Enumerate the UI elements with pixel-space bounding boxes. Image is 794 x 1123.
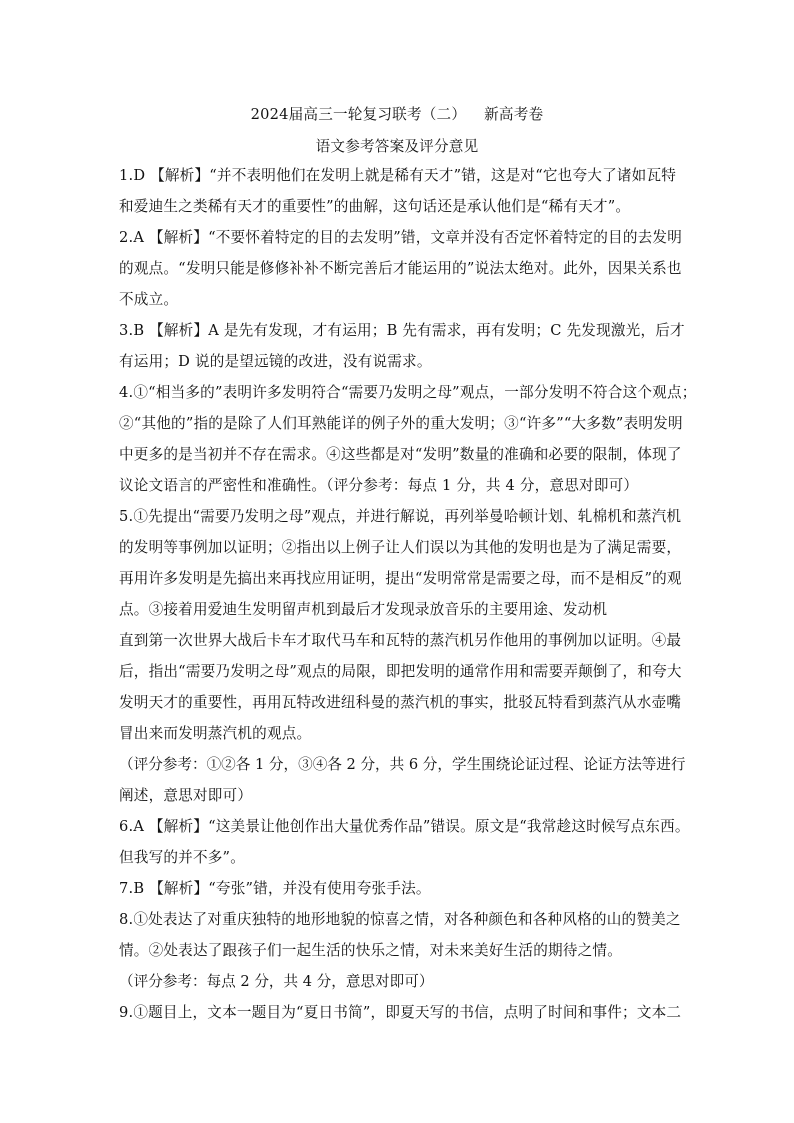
text-line: 后，指出“需要乃发明之母”观点的局限，即把发明的通常作用和需要弄颠倒了，和夸大	[119, 663, 682, 680]
text-line: （评分参考：①②各 1 分，③④各 2 分，共 6 分，学生围绕论证过程、论证方法等进行	[119, 756, 686, 773]
text-line: 的发明等事例加以证明；②指出以上例子让人们误以为其他的发明也是为了满足需要，	[119, 539, 682, 556]
text-line: 6.A 【解析】“这美景让他创作出大量优秀作品”错误。原文是“我常趁这时候写点东西。	[119, 818, 690, 835]
text-line: 情。②处表达了跟孩子们一起生活的快乐之情，对未来美好生活的期待之情。	[119, 942, 622, 959]
text-line: 阐述，意思对即可）	[119, 787, 253, 804]
text-line: 5.①先提出“需要乃发明之母”观点，并进行解说，再列举曼哈顿计划、轧棉机和蒸汽机	[119, 508, 682, 525]
text-line: 冒出来而发明蒸汽机的观点。	[119, 725, 312, 742]
text-line: 不成立。	[119, 291, 179, 308]
document-title	[0, 103, 794, 124]
text-line: 9.①题目上，文本一题目为“夏日书简”，即夏天写的书信，点明了时间和事件；文本二	[119, 1004, 682, 1021]
text-line: 再用许多发明是先搞出来再找应用证明，提出“发明常常是需要之母，而不是相反”的观	[119, 570, 682, 587]
text-line: 但我写的并不多”。	[119, 849, 246, 866]
text-line: 议论文语言的严密性和准确性。（评分参考：每点 1 分，共 4 分，意思对即可）	[119, 477, 639, 494]
text-line: 4.①“相当多的”表明许多发明符合“需要乃发明之母”观点，一部分发明不符合这个观点；	[119, 384, 697, 401]
document-subtitle: 语文参考答案及评分意见	[315, 138, 479, 155]
text-line: 3.B 【解析】A 是先有发现，才有运用；B 先有需求，再有发明；C 先发现激光，后才	[119, 322, 685, 339]
exam-title: 2024届高三一轮复习联考（二）	[250, 106, 467, 123]
text-line: 点。③接着用爱迪生发明留声机到最后才发现录放音乐的主要用途、发动机	[119, 601, 608, 618]
text-line: （评分参考：每点 2 分，共 4 分，意思对即可）	[119, 973, 434, 990]
text-line: 和爱迪生之类稀有天才的重要性”的曲解，这句话还是承认他们是“稀有天才”。	[119, 198, 631, 215]
text-line: 7.B 【解析】“夸张”错，并没有使用夸张手法。	[119, 880, 431, 897]
text-line: 有运用；D 说的是望远镜的改进，没有说需求。	[119, 353, 432, 370]
text-line: 2.A 【解析】“不要怀着特定的目的去发明”错，文章并没有否定怀着特定的目的去发明	[119, 229, 683, 246]
text-line: 8.①处表达了对重庆独特的地形地貌的惊喜之情，对各种颜色和各种风格的山的赞美之	[119, 911, 681, 928]
text-line: 发明天才的重要性，再用瓦特改进纽科曼的蒸汽机的事实，批驳瓦特看到蒸汽从水壶嘴	[119, 694, 682, 711]
text-line: 1.D 【解析】“并不表明他们在发明上就是稀有天才”错，这是对“它也夸大了诸如瓦特	[119, 167, 677, 184]
text-line: ②“其他的”指的是除了人们耳熟能详的例子外的重大发明；③“许多”“大多数”表明发明	[119, 415, 683, 432]
text-line: 的观点。“发明只能是修修补补不断完善后才能运用的”说法太绝对。此外，因果关系也	[119, 260, 682, 277]
exam-paper-type: 新高考卷	[484, 106, 544, 123]
text-line: 直到第一次世界大战后卡车才取代马车和瓦特的蒸汽机另作他用的事例加以证明。④最	[119, 632, 682, 649]
text-line: 中更多的是当初并不存在需求。④这些都是对“发明”数量的准确和必要的限制，体现了	[119, 446, 682, 463]
